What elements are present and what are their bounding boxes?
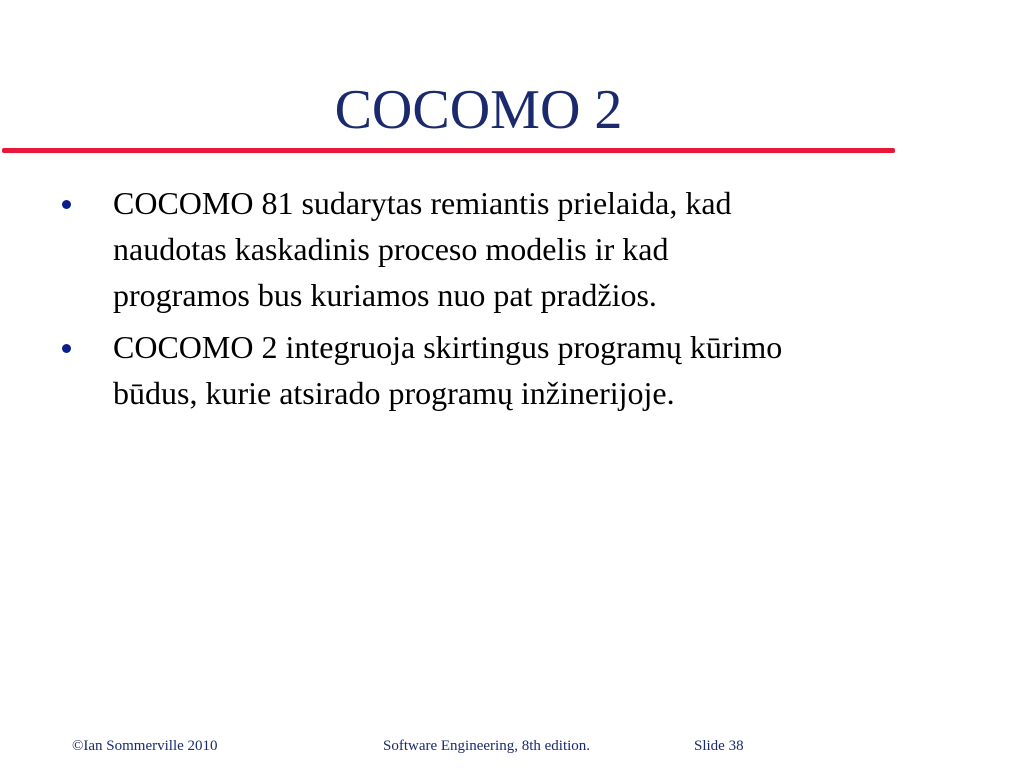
bullet-text: COCOMO 81 sudarytas remiantis prielaida, kad naudotas kaskadinis proceso modelis ir kad programos bus kuriamos nuo pat pradžios. (113, 185, 732, 313)
bullet-dot-icon (62, 200, 71, 209)
footer-copyright: ©Ian Sommerville 2010 (72, 738, 218, 754)
footer-slide-number: Slide 38 (694, 738, 744, 754)
bullet-item (0, 324, 1024, 416)
bullet-dot-icon (62, 344, 71, 353)
bullet-list (0, 180, 1024, 422)
bullet-text: COCOMO 2 integruoja skirtingus programų kūrimo būdus, kurie atsirado programų inžinerijoje. (113, 329, 783, 411)
slide-title: COCOMO 2 (334, 79, 623, 141)
title-divider (2, 148, 895, 153)
footer-book-title: Software Engineering, 8th edition. (383, 738, 591, 754)
bullet-item (0, 180, 1024, 318)
